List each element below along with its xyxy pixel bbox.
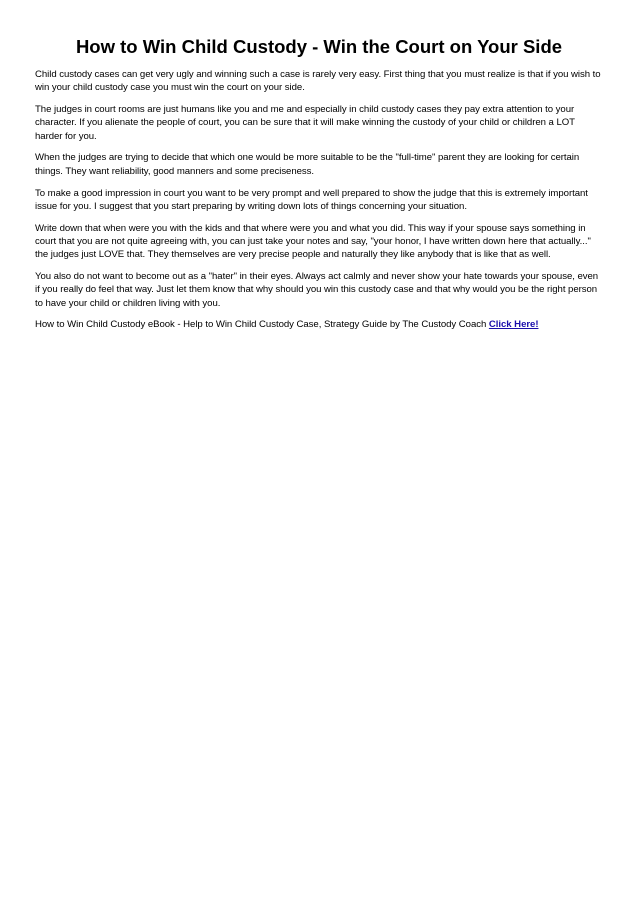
paragraph-hater: You also do not want to become out as a "hater" in their eyes. Always act calmly and never show your hate towards your spouse, even if you really do feel that way. Just let them know that why should you win this custody case and that why would you be the right person to have your child or children living with you. (35, 271, 599, 309)
paragraph-good-impression: To make a good impression in court you want to be very prompt and well prepared to show the judge that this is extremely important issue for you. I suggest that you start preparing by writing down lots of things concerning your situation. (35, 187, 588, 212)
document-page (35, 36, 603, 340)
document-title: How to Win Child Custody - Win the Court on Your Side (75, 36, 563, 57)
footer-line (35, 318, 603, 331)
paragraph-judges: The judges in court rooms are just humans like you and me and especially in child custody cases they pay extra attention to your character. If you alienate the people of court, you can be sure that it will make winning the custody of your child or children a LOT harder for you. (35, 104, 575, 142)
footer-text: How to Win Child Custody eBook - Help to Win Child Custody Case, Strategy Guide by The Custody Coach (35, 319, 489, 331)
click-here-link[interactable]: Click Here! (488, 319, 539, 331)
paragraph-write-down: Write down that when were you with the kids and that where were you and what you did. This way if your spouse says something in court that you are not quite agreeing with, you can just take your notes and say, "your honor, I have written down here that actually..." the judges just LOVE that. They themselves are very precise people and naturally they like anybody that is like that as well. (35, 222, 591, 261)
paragraph-intro: Child custody cases can get very ugly and winning such a case is rarely very easy. First thing that you must realize is that if you wish to win your child custody case you must win the court on your side. (35, 69, 601, 94)
paragraph-full-time-parent: When the judges are trying to decide that which one would be more suitable to be the "full-time" parent they are looking for certain things. They want reliability, good manners and some preciseness. (35, 152, 580, 177)
